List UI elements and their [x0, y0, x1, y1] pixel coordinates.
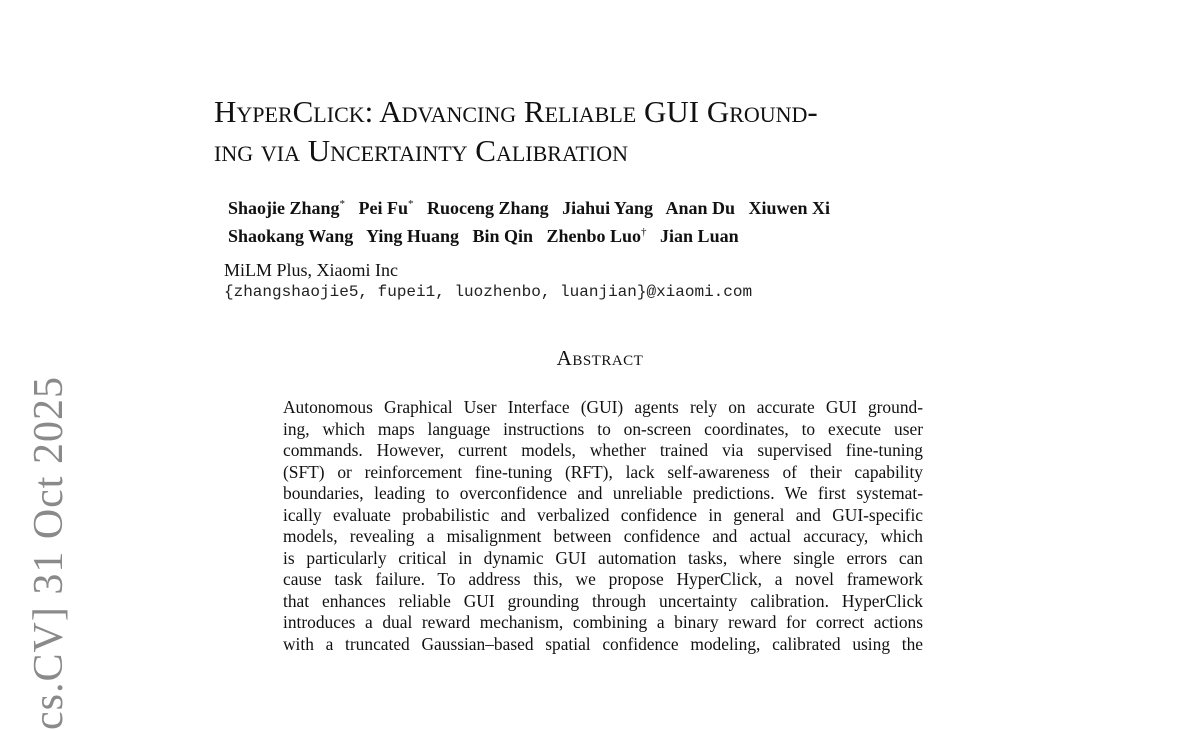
abstract-heading: Abstract	[556, 346, 644, 370]
abstract-line: cause task failure. To address this, we propose HyperClick, a novel framework	[283, 569, 923, 589]
paper-title	[214, 92, 1014, 170]
affiliation: MiLM Plus, Xiaomi Inc	[224, 260, 398, 280]
abstract-line: that enhances reliable GUI grounding through uncertainty calibration. HyperClick	[283, 590, 923, 611]
author: Jian Luan	[660, 226, 739, 246]
author: Jiahui Yang	[562, 198, 653, 218]
author: Anan Du	[665, 198, 735, 218]
title-line-1: HyperClick: Advancing Reliable GUI Ground-	[214, 94, 818, 129]
author-line-2	[228, 220, 928, 248]
author-line-1	[228, 192, 928, 220]
abstract-line: models, revealing a misalignment between confidence and actual accuracy, which	[283, 526, 923, 546]
author: Zhenbo Luo†	[546, 226, 647, 246]
author: Ruoceng Zhang	[427, 198, 549, 218]
abstract-line: (SFT) or reinforcement fine-tuning (RFT), lack self-awareness of their capability	[283, 461, 923, 482]
author: Shaokang Wang	[228, 226, 354, 246]
abstract-line: is particularly critical in dynamic GUI automation tasks, where single errors can	[283, 547, 923, 568]
abstract-line: with a truncated Gaussian–based spatial confidence modeling, calibrated using the	[283, 633, 923, 654]
abstract-body	[283, 397, 923, 655]
author: Ying Huang	[366, 226, 459, 246]
author: Bin Qin	[472, 226, 533, 246]
abstract-line: commands. However, current models, whether trained via supervised fine-tuning	[283, 440, 923, 460]
author: Xiuwen Xi	[748, 198, 831, 218]
author-list	[228, 192, 928, 248]
abstract-line: ically evaluate probabilistic and verbalized confidence in general and GUI-specific	[283, 504, 923, 525]
abstract-line: boundaries, leading to overconfidence and unreliable predictions. We first systemat-	[283, 483, 923, 503]
arxiv-stamp: cs.CV] 31 Oct 2025	[26, 376, 72, 730]
author: Shaojie Zhang*	[228, 198, 346, 218]
email-addresses: {zhangshaojie5, fupei1, luozhenbo, luanjian}@xiaomi.com	[224, 283, 753, 301]
abstract-line: Autonomous Graphical User Interface (GUI) agents rely on accurate GUI ground-	[283, 397, 923, 417]
title-line-2: ing via Uncertainty Calibration	[214, 133, 628, 168]
abstract-line: ing, which maps language instructions to on-screen coordinates, to execute user	[283, 418, 923, 439]
author: Pei Fu*	[358, 198, 414, 218]
abstract-line: introduces a dual reward mechanism, combining a binary reward for correct actions	[283, 612, 923, 632]
